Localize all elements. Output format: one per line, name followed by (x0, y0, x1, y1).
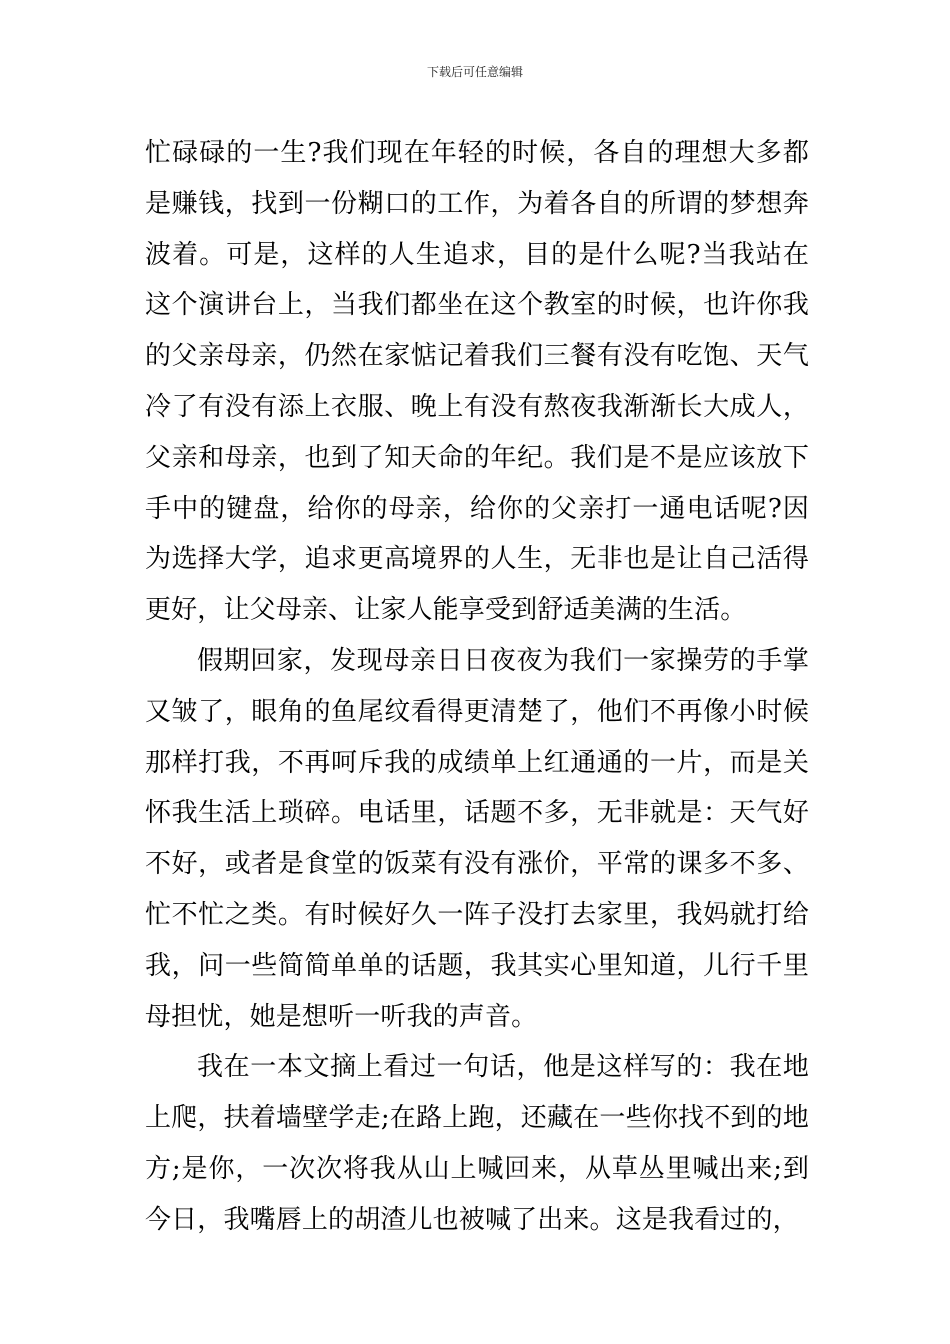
paragraph-1: 忙碌碌的一生?我们现在年轻的时候，各自的理想大多都是赚钱，找到一份糊口的工作，为着各自的所谓的梦想奔波着。可是，这样的人生追求，目的是什么呢?当我站在这个演讲台上，当我们都坐在这个教室的时候，也许你我的父亲母亲，仍然在家惦记着我们三餐有没有吃饱、天气冷了有没有添上衣服、晚上有没有熬夜我渐渐长大成人，父亲和母亲，也到了知天命的年纪。我们是不是应该放下手中的键盘，给你的母亲，给你的父亲打一通电话呢?因为选择大学，追求更高境界的人生，无非也是让自己活得更好，让父母亲、让家人能享受到舒适美满的生活。 (145, 138, 809, 626)
paragraph-3: 我在一本文摘上看过一句话，他是这样写的：我在地上爬，扶着墙壁学走;在路上跑，还藏在一些你找不到的地方;是你，一次次将我从山上喊回来，从草丛里喊出来;到今日，我嘴唇上的胡渣儿也被喊了出来。这是我看过的， (145, 1052, 809, 1235)
paragraph-2: 假期回家，发现母亲日日夜夜为我们一家操劳的手掌又皱了，眼角的鱼尾纹看得更清楚了，他们不再像小时候那样打我，不再呵斥我的成绩单上红通通的一片，而是关怀我生活上琐碎。电话里，话题不多，无非就是：天气好不好，或者是食堂的饭菜有没有涨价，平常的课多不多、忙不忙之类。有时候好久一阵子没打去家里，我妈就打给我，问一些简简单单的话题，我其实心里知道，儿行千里母担忧，她是想听一听我的声音。 (145, 645, 809, 1032)
page-header: 下载后可任意编辑 (426, 65, 523, 79)
document-body (145, 128, 809, 1246)
